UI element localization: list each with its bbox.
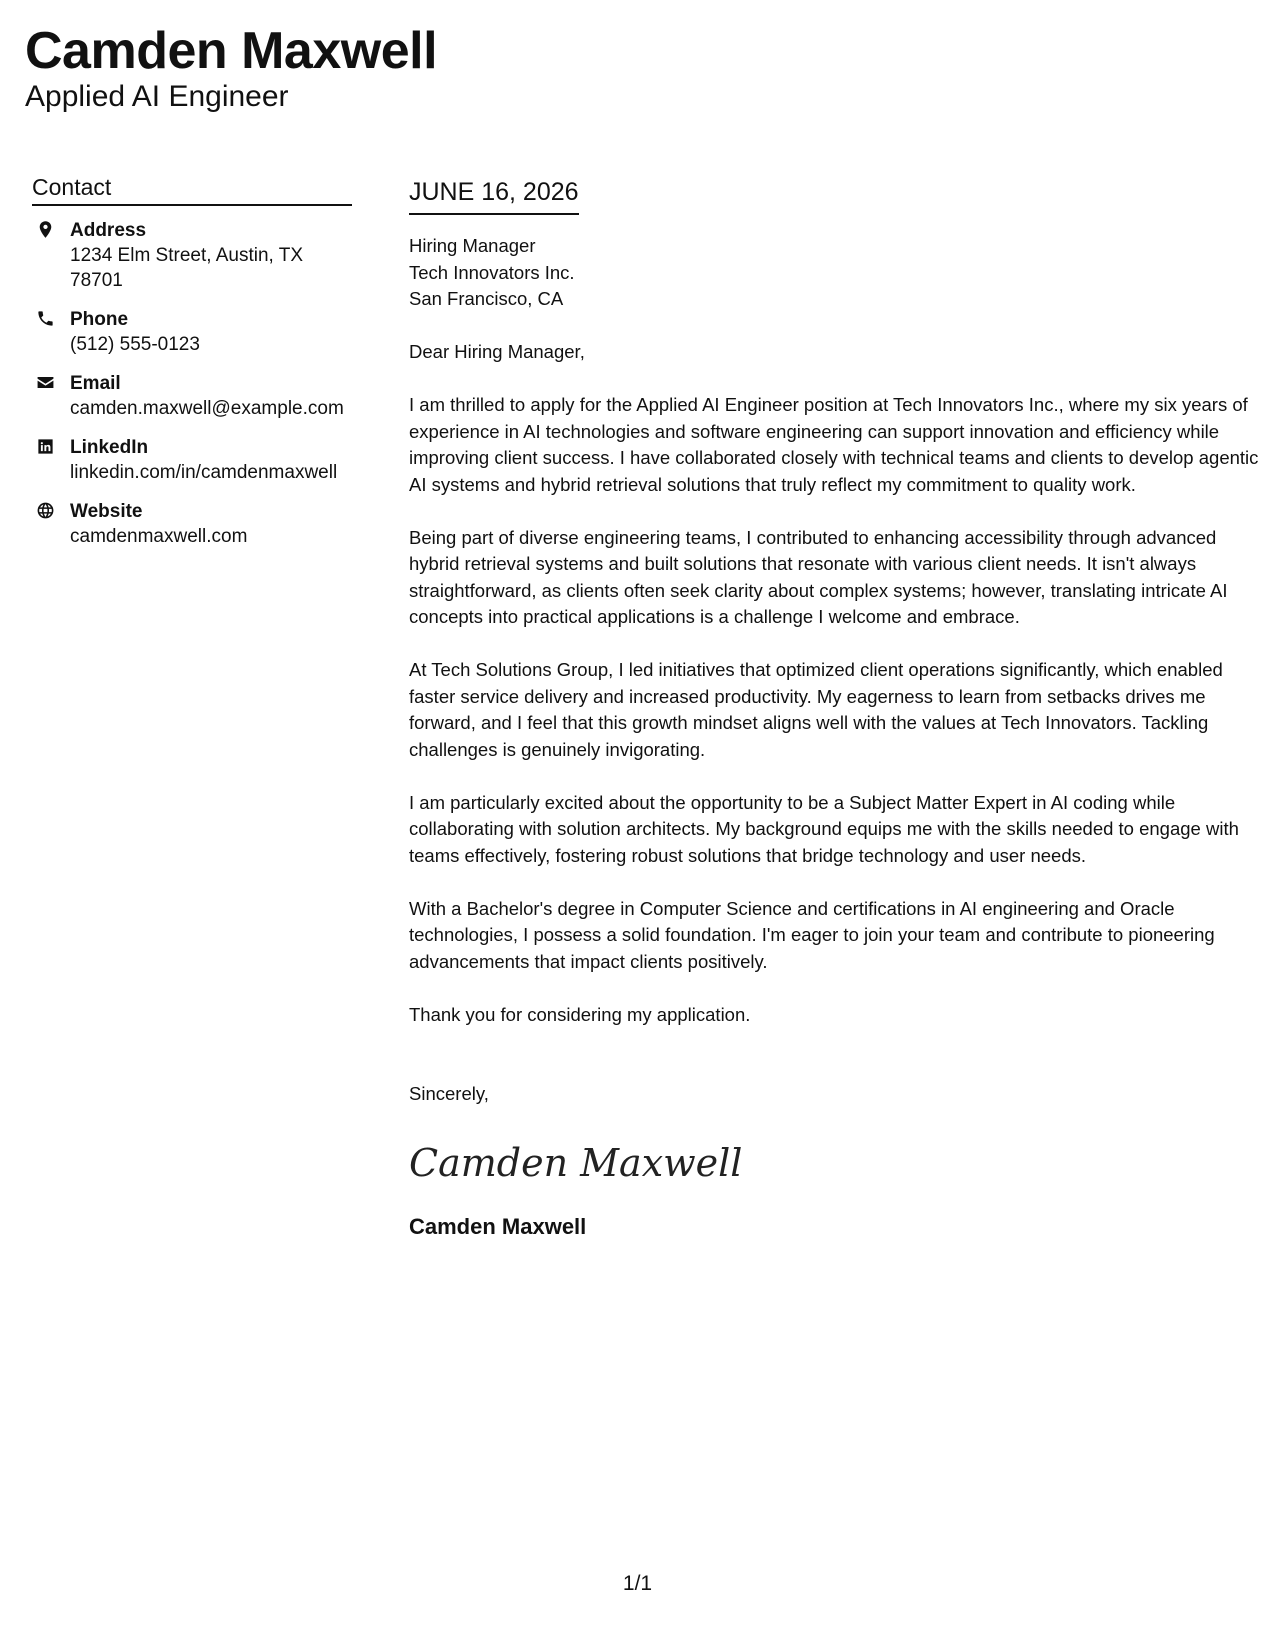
globe-icon: [32, 501, 58, 523]
linkedin-icon: [32, 437, 58, 459]
letter-date: JUNE 16, 2026: [409, 176, 579, 215]
recipient-line: Tech Innovators Inc.: [409, 261, 575, 283]
contact-item-website: [32, 499, 352, 549]
map-pin-icon: [32, 220, 58, 242]
contact-label: Address: [70, 220, 147, 241]
signature-script: Camden Maxwell: [409, 1140, 743, 1185]
contact-item-linkedin: [32, 435, 352, 485]
contact-label: Email: [70, 373, 121, 394]
letter-body: [409, 176, 1259, 1242]
letter-paragraph: Thank you for considering my application.: [409, 1003, 751, 1025]
contact-sidebar: [32, 172, 352, 563]
letter-paragraph: I am thrilled to apply for the Applied AI Engineer position at Tech Innovators Inc., where my six years of experience in AI technologies and software engineering can support innovation and efficiency while improving client success. I have collaborated closely with technical teams and clients to develop agentic AI systems and hybrid retrieval solutions that truly reflect my commitment to quality work.: [409, 394, 1259, 495]
applicant-title: Applied AI Engineer: [25, 80, 289, 113]
closing: Sincerely,: [409, 1083, 489, 1104]
recipient-line: Hiring Manager: [409, 235, 536, 256]
letter-paragraph: With a Bachelor's degree in Computer Science and certifications in AI engineering and Oracle technologies, I possess a solid foundation. I'm eager to join your team and contribute to pioneering advancements that impact clients positively.: [409, 897, 1215, 972]
resume-header: [25, 22, 437, 114]
contact-item-address: [32, 218, 352, 293]
contact-item-phone: [32, 307, 352, 357]
phone-value: (512) 555-0123: [70, 334, 200, 355]
contact-label: Phone: [70, 309, 129, 330]
contact-label: LinkedIn: [70, 437, 149, 458]
page-number: 1/1: [622, 1572, 653, 1595]
envelope-icon: [32, 373, 58, 395]
contact-label: Website: [70, 501, 143, 522]
letter-paragraph: Being part of diverse engineering teams, I contributed to enhancing accessibility through advanced hybrid retrieval systems and built solutions that resonate with various client needs. It isn't always straightforward, as clients often seek clarity about complex systems; however, translating intricate AI concepts into practical applications is a challenge I welcome and embrace.: [409, 526, 1228, 627]
letter-paragraph: I am particularly excited about the opportunity to be a Subject Matter Expert in AI coding while collaborating with solution architects. My background equips me with the skills needed to engage with teams effectively, fostering robust solutions that bridge technology and user needs.: [409, 791, 1239, 866]
email-link[interactable]: camden.maxwell@example.com: [70, 398, 344, 419]
website-link[interactable]: camdenmaxwell.com: [70, 526, 248, 547]
handwritten-signature: [409, 1132, 1259, 1192]
recipient-block: [409, 233, 1259, 313]
signer-name: Camden Maxwell: [409, 1213, 587, 1239]
letter-paragraph: At Tech Solutions Group, I led initiatives that optimized client operations significantly, which enabled faster service delivery and increased productivity. My eagerness to learn from setbacks drives me forward, and I feel that this growth mindset aligns well with the values at Tech Innovators. Tackling challenges is genuinely invigorating.: [409, 659, 1223, 760]
contact-heading: Contact: [32, 172, 352, 206]
phone-icon: [32, 309, 58, 331]
address-value: 1234 Elm Street, Austin, TX 78701: [70, 245, 304, 291]
contact-item-email: [32, 371, 352, 421]
salutation: Dear Hiring Manager,: [409, 341, 585, 362]
linkedin-link[interactable]: linkedin.com/in/camdenmaxwell: [70, 462, 338, 483]
recipient-line: San Francisco, CA: [409, 288, 564, 309]
applicant-name: Camden Maxwell: [25, 22, 438, 80]
